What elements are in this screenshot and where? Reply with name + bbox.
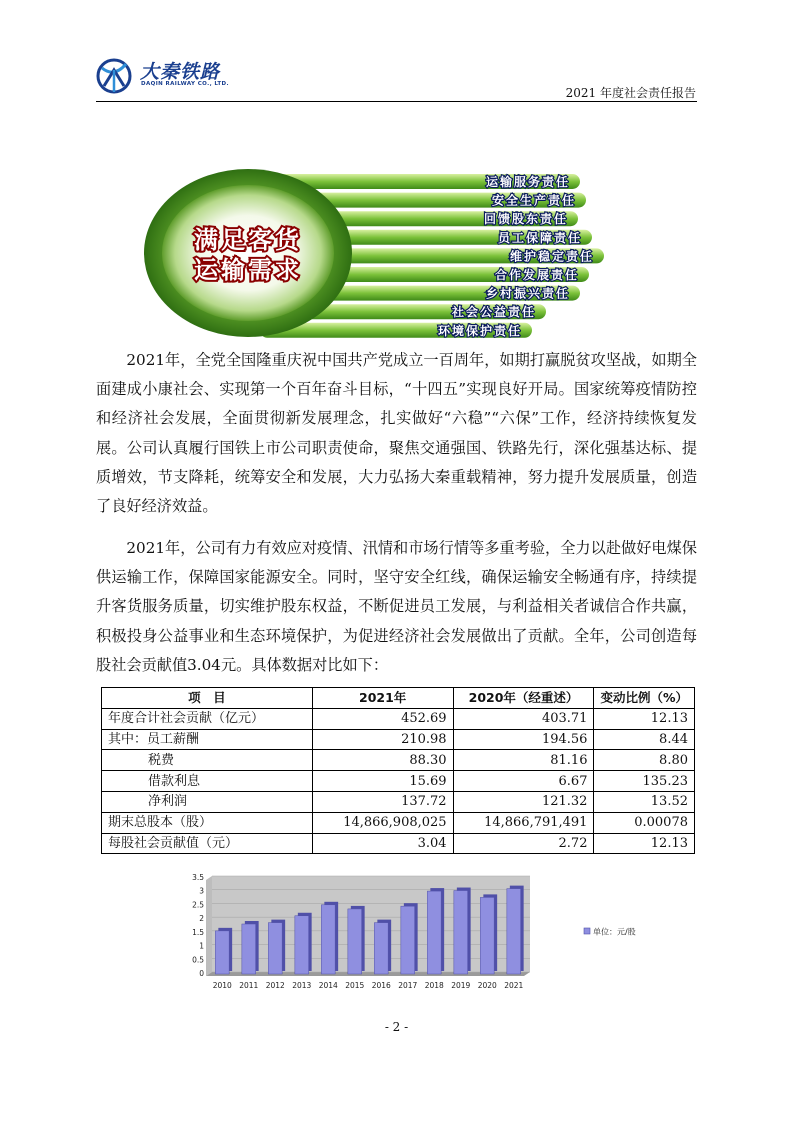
- row-2021: 137.72: [312, 791, 453, 812]
- bar: [348, 909, 362, 974]
- x-tick-label: 2016: [371, 981, 391, 990]
- x-tick-label: 2010: [212, 981, 232, 990]
- company-logo: [96, 56, 132, 96]
- row-change: 135.23: [594, 771, 695, 792]
- row-2020: 403.71: [453, 708, 594, 729]
- row-change: 8.44: [594, 729, 695, 750]
- y-tick-label: 1.5: [192, 927, 204, 937]
- row-2021: 452.69: [312, 708, 453, 729]
- row-2020: 14,866,791,491: [453, 812, 594, 833]
- y-tick-label: 3.5: [192, 873, 204, 882]
- row-label: 每股社会贡献值（元）: [102, 833, 313, 854]
- row-2021: 88.30: [312, 750, 453, 771]
- row-2020: 121.32: [453, 791, 594, 812]
- header-divider: [96, 101, 697, 102]
- y-tick-label: 2: [199, 914, 204, 924]
- responsibility-graphic: [140, 168, 610, 340]
- row-label: 税费: [102, 750, 313, 771]
- company-name: 大秦铁路: [140, 61, 221, 83]
- bar: [401, 906, 415, 974]
- bar: [374, 923, 388, 974]
- page-number: - 2 -: [384, 1020, 409, 1034]
- legend-swatch: [584, 928, 590, 934]
- company-name-en: DAQIN RAILWAY CO., LTD.: [141, 81, 230, 87]
- row-change: 12.13: [594, 833, 695, 854]
- center-label-line1: 满足客货: [194, 226, 302, 254]
- bar: [268, 923, 282, 974]
- x-tick-label: 2019: [451, 981, 471, 990]
- per-share-contribution-chart: [174, 868, 674, 990]
- row-label: 借款利息: [102, 771, 313, 792]
- row-2021: 15.69: [312, 771, 453, 792]
- row-2021: 14,866,908,025: [312, 812, 453, 833]
- responsibility-label: 回馈股东责任: [483, 212, 568, 227]
- legend-label: 单位：元/股: [593, 927, 636, 937]
- table-row: [102, 750, 695, 771]
- table-row: [102, 791, 695, 812]
- bar: [427, 891, 441, 974]
- row-change: 0.00078: [594, 812, 695, 833]
- row-label: 年度合计社会贡献（亿元）: [102, 708, 313, 729]
- x-tick-label: 2012: [265, 981, 285, 990]
- responsibility-label: 乡村振兴责任: [485, 286, 570, 301]
- bar: [215, 931, 229, 974]
- row-label: 其中：员工薪酬: [102, 729, 313, 750]
- x-tick-label: 2021: [504, 981, 524, 990]
- y-tick-label: 3: [199, 886, 204, 896]
- responsibility-label: 环境保护责任: [437, 323, 522, 338]
- row-change: 8.80: [594, 750, 695, 771]
- header-2020: 2020年（经重述）: [453, 688, 594, 709]
- x-tick-label: 2015: [345, 981, 365, 990]
- row-2020: 194.56: [453, 729, 594, 750]
- table-row: [102, 771, 695, 792]
- responsibility-label: 维护稳定责任: [509, 249, 594, 264]
- bar: [507, 889, 521, 974]
- x-tick-label: 2014: [318, 981, 338, 990]
- responsibility-label: 运输服务责任: [485, 175, 570, 189]
- row-2021: 3.04: [312, 833, 453, 854]
- row-change: 12.13: [594, 708, 695, 729]
- bar: [321, 905, 335, 974]
- table-header-row: [102, 688, 695, 709]
- center-label-line2: 运输需求: [194, 256, 302, 284]
- table-row: [102, 833, 695, 854]
- bar: [295, 916, 309, 974]
- bar: [480, 897, 494, 974]
- contribution-table: [101, 687, 695, 854]
- x-tick-label: 2017: [398, 981, 418, 990]
- table-row: [102, 729, 695, 750]
- row-2021: 210.98: [312, 729, 453, 750]
- x-tick-label: 2011: [239, 981, 259, 990]
- responsibility-label: 员工保障责任: [497, 230, 582, 245]
- responsibility-label: 安全生产责任: [491, 193, 576, 208]
- y-tick-label: 0.5: [192, 955, 204, 965]
- header-2021: 2021年: [312, 688, 453, 709]
- row-2020: 2.72: [453, 833, 594, 854]
- y-tick-label: 1: [199, 941, 204, 951]
- row-change: 13.52: [594, 791, 695, 812]
- x-tick-label: 2020: [477, 981, 497, 990]
- header-change: 变动比例（%）: [594, 688, 695, 709]
- bar: [454, 891, 468, 974]
- row-2020: 6.67: [453, 771, 594, 792]
- row-label: 净利润: [102, 791, 313, 812]
- report-title: 2021 年度社会责任报告: [565, 86, 696, 100]
- bar: [242, 924, 256, 974]
- y-tick-label: 2.5: [192, 900, 204, 910]
- x-tick-label: 2018: [424, 981, 444, 990]
- table-row: [102, 812, 695, 833]
- responsibility-label: 社会公益责任: [451, 305, 536, 320]
- paragraph-1: 2021年，全党全国隆重庆祝中国共产党成立一百周年，如期打赢脱贫攻坚战，如期全面建成小康社会、实现第一个百年奋斗目标，“十四五”实现良好开局。国家统筹疫情防控和经济社会发展，全面贯彻新发展理念，扎实做好“六稳”“六保”工作，经济持续恢复发展。公司认真履行国铁上市公司职责使命，聚焦交通强国、铁路先行，深化强基达标、提质增效，节支降耗，统筹安全和发展，大力弘扬大秦重载精神，努力提升发展质量，创造了良好经济效益。: [96, 351, 697, 516]
- header-item: 项 目: [102, 688, 313, 709]
- row-label: 期末总股本（股）: [102, 812, 313, 833]
- table-row: [102, 708, 695, 729]
- y-tick-label: 0: [199, 969, 204, 978]
- x-tick-label: 2013: [292, 981, 312, 990]
- paragraph-2: 2021年，公司有力有效应对疫情、汛情和市场行情等多重考验，全力以赴做好电煤保供运输工作，保障国家能源安全。同时，坚守安全红线，确保运输安全畅通有序，持续提升客货服务质量，切实维护股东权益，不断促进员工发展，与利益相关者诚信合作共赢，积极投身公益事业和生态环境保护，为促进经济社会发展做出了贡献。全年，公司创造每股社会贡献值3.04元。具体数据对比如下：: [96, 539, 697, 674]
- row-2020: 81.16: [453, 750, 594, 771]
- responsibility-label: 合作发展责任: [494, 268, 579, 282]
